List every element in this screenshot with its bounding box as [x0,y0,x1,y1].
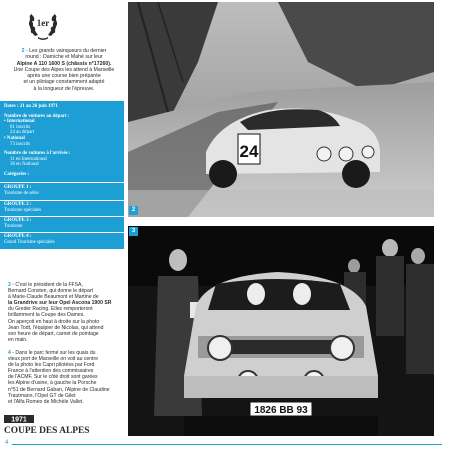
group4-title: GROUPE 4 : [4,234,32,239]
photo-number-badge: 3 [129,227,138,236]
caption-line: les Alpine d'usine, à gauche la Porsche [8,380,97,387]
caption-line: France à l'attention des commissaires [8,368,94,375]
divider [0,200,124,201]
group4-desc: Grand Tourisme spéciales [4,239,55,245]
caption-line: du Greder Racing. Elles remporteront [8,306,93,313]
caption-line: et un pilotage constamment adapté [23,79,105,86]
group3-desc: Tourisme [4,223,23,229]
caption-line: Trautmann, l'Opel GT de Gilet [8,392,76,399]
caption-line: de la photo les Capri pilotées par Ford [8,362,95,369]
laurel-wreath-icon [26,6,60,42]
divider [0,232,124,233]
photo-number-badge: 2 [129,206,138,215]
caption-line: son heure de départ, carnet de pointage [8,330,99,337]
caption-line: à Marie-Claude Beaumont et Martine de [8,294,99,301]
footer-rule [12,444,442,445]
caption-line: la Grandrive sur leur Opel Ascona 1900 SR [8,300,112,307]
caption-photo-2 [6,48,122,92]
national-label: • National [4,135,25,141]
photo-opel-start-night [128,226,434,436]
caption-line: Bernard Consten, qui donne le départ [8,288,93,295]
caption-line: brillamment la Coupe des Dames. [8,312,85,319]
caption-line: après une course bien préparée [27,73,101,80]
page-number: 4 [5,440,9,446]
rally-info-panel [0,101,124,249]
caption-line: - Dans le parc fermé sur les quais du [10,350,96,356]
caption-line: et l'Alfa Romeo de Michèle Vallet. [8,398,84,405]
caption-line: Alpine A 110 1600 S (châssis n°17260). [16,60,112,67]
caption-line: Jean Todt, l'équipier de Nicolas, qui attend [8,324,104,331]
caption-line: n°51 de Bernard Gaban, l'Alpine de Claudine [8,386,110,393]
car-race-number: 24 [239,142,259,161]
categories-title: Catégories : [4,171,30,177]
caption-line: à la longueur de l'épreuve. [33,85,95,92]
starters-title: Nombre de voitures au départ : [4,113,70,119]
group1-title: GROUPE 1 : [4,185,32,190]
int-registered: 61 inscrits [10,124,31,130]
laurel-label: 1er [36,18,50,28]
logo-year: 1971 [11,416,27,424]
caption-line: On aperçoit en haut à droite sur la photo [8,318,100,325]
group2-desc: Tourisme spéciales [4,207,42,213]
caption-number: 4 [8,350,11,356]
divider [0,216,124,217]
rally-dates: Dates : 21 au 26 juin 1971 [4,104,58,109]
finishers-title: Nombre de voitures à l'arrivée : [4,151,71,157]
car-license-plate: 1826 BB 93 [254,405,308,416]
caption-line: - C'est le président de la FFSA, [10,282,83,288]
caption-number: 3 [8,282,11,288]
group1-desc: Tourisme de série [4,190,39,196]
caption-photo-3 [8,282,122,343]
fin-international: 11 en International [10,156,47,162]
divider [0,182,124,183]
caption-line: Une Coupe des Alpes les attend à Marseille [13,66,115,73]
fin-national: 36 en National [10,162,39,168]
caption-photo-4 [8,350,122,405]
caption-line: round : Darniche et Mahé sur leur [25,54,103,61]
caption-number: 2 [21,48,25,54]
coupe-des-alpes-logo [3,414,93,436]
caption-line: - Les grands vainqueurs du dernier [24,48,107,54]
international-label: • International [4,119,35,125]
int-started: 24 au départ [10,130,35,136]
photo-alpine-rally-car [128,2,434,217]
group3-title: GROUPE 3 : [4,218,32,223]
group2-title: GROUPE 2 : [4,202,32,207]
logo-brand: COUPE DES ALPES [4,426,90,436]
caption-line: de l'ACMF. Sur le côté droit sont garées [8,374,98,381]
nat-registered: 73 inscrits [10,141,31,147]
caption-line: vieux port de Marseille on voit au centre [8,356,99,363]
caption-line: en main. [8,336,28,343]
